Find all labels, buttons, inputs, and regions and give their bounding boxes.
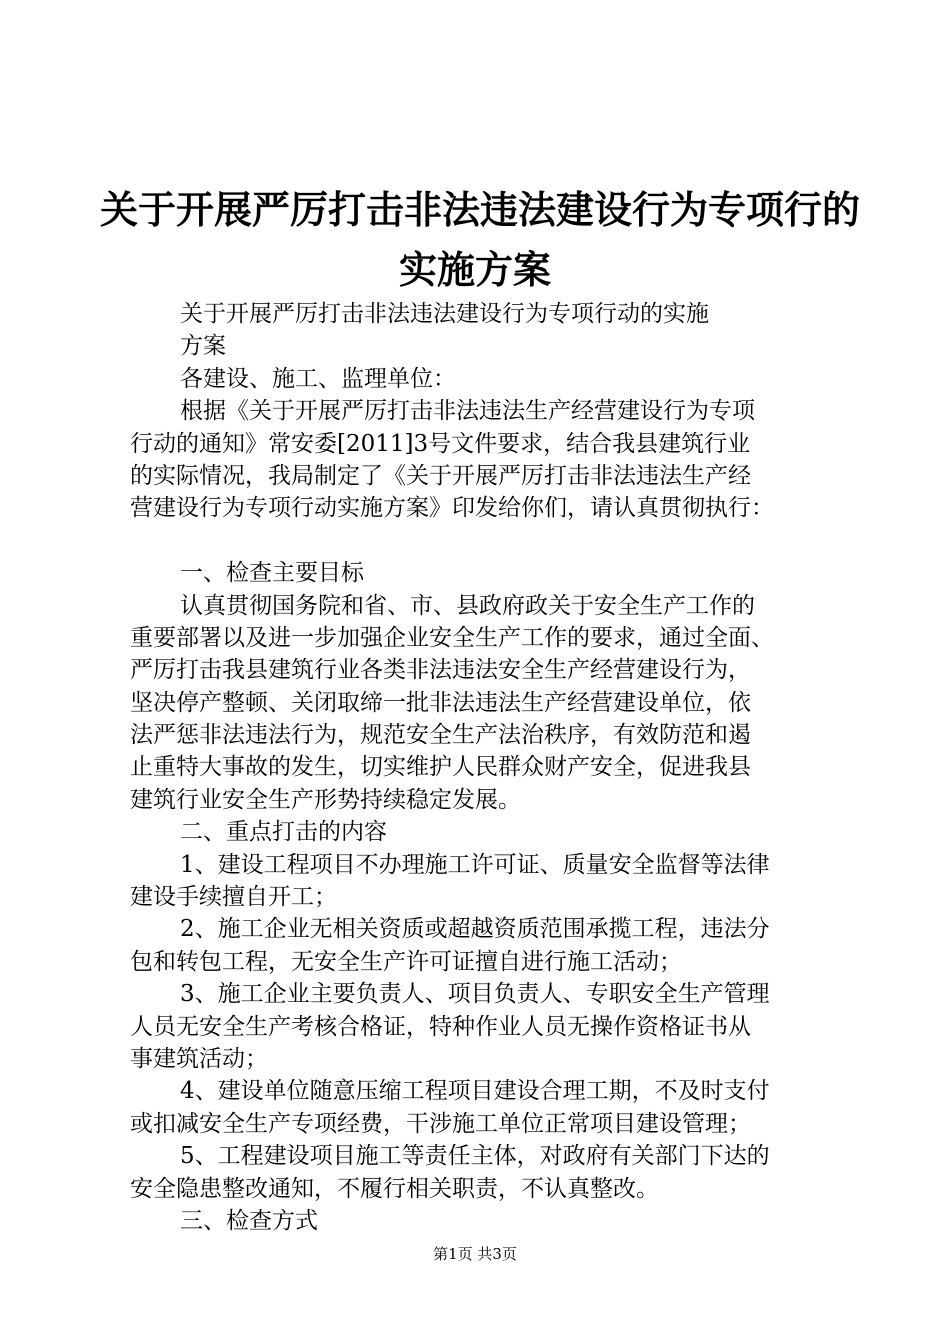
body-line: 重要部署以及进一步加强企业安全生产工作的要求，通过全面、 — [130, 624, 774, 651]
body-line: 法严惩非法违法行为，规范安全生产法治秩序，有效防范和遏 — [130, 722, 751, 749]
section-heading: 二、重点打击的内容 — [180, 819, 387, 846]
list-item: 4、建设单位随意压缩工程项目建设合理工期，不及时支付 — [180, 1078, 770, 1105]
page-footer: 第1页 共3页 — [433, 1245, 517, 1263]
body-line: 认真贯彻国务院和省、市、县政府政关于安全生产工作的 — [180, 592, 755, 619]
list-item: 5、工程建设项目施工等责任主体，对政府有关部门下达的 — [180, 1143, 770, 1170]
body-line: 营建设行为专项行动实施方案》印发给你们，请认真贯彻执行： — [130, 495, 774, 522]
body-line: 建筑行业安全生产形势持续稳定发展。 — [130, 786, 521, 813]
body-line: 关于开展严厉打击非法违法建设行为专项行动的实施 — [180, 301, 709, 327]
blank-line — [130, 525, 850, 557]
list-item-continuation: 包和转包工程，无安全生产许可证擅自进行施工活动； — [130, 948, 682, 975]
body-line: 各建设、施工、监理单位： — [180, 365, 456, 392]
body-line: 止重特大事故的发生，切实维护人民群众财产安全，促进我县 — [130, 754, 751, 781]
document-title-line-1: 关于开展严厉打击非法违法建设行为专项行的 — [100, 188, 861, 232]
list-item-continuation: 建设手续擅自开工； — [130, 884, 337, 911]
list-item-continuation: 安全隐患整改通知，不履行相关职责，不认真整改。 — [130, 1175, 659, 1202]
body-line: 的实际情况，我局制定了《关于开展严厉打击非法违法生产经 — [130, 462, 751, 489]
list-item-continuation: 人员无安全生产考核合格证，特种作业人员无操作资格证书从 — [130, 1013, 751, 1040]
body-line: 严厉打击我县建筑行业各类非法违法安全生产经营建设行为， — [130, 657, 751, 684]
list-item-continuation: 或扣减安全生产专项经费，干涉施工单位正常项目建设管理； — [130, 1110, 751, 1137]
document-title-line-2: 实施方案 — [398, 248, 551, 292]
body-line: 坚决停产整顿、关闭取缔一批非法违法生产经营建设单位，依 — [130, 689, 751, 716]
list-item: 3、施工企业主要负责人、项目负责人、专职安全生产管理 — [180, 981, 770, 1008]
body-line: 行动的通知》常安委[2011]3号文件要求，结合我县建筑行业 — [130, 430, 751, 457]
body-line: 根据《关于开展严厉打击非法违法生产经营建设行为专项 — [180, 398, 755, 425]
section-heading: 一、检查主要目标 — [180, 560, 364, 587]
document-body — [130, 298, 850, 1237]
list-item: 2、施工企业无相关资质或超越资质范围承揽工程，违法分 — [180, 916, 770, 943]
section-heading: 三、检查方式 — [180, 1207, 318, 1234]
body-line: 方案 — [180, 333, 226, 360]
list-item: 1、建设工程项目不办理施工许可证、质量安全监督等法律 — [180, 851, 770, 878]
list-item-continuation: 事建筑活动； — [130, 1045, 268, 1072]
